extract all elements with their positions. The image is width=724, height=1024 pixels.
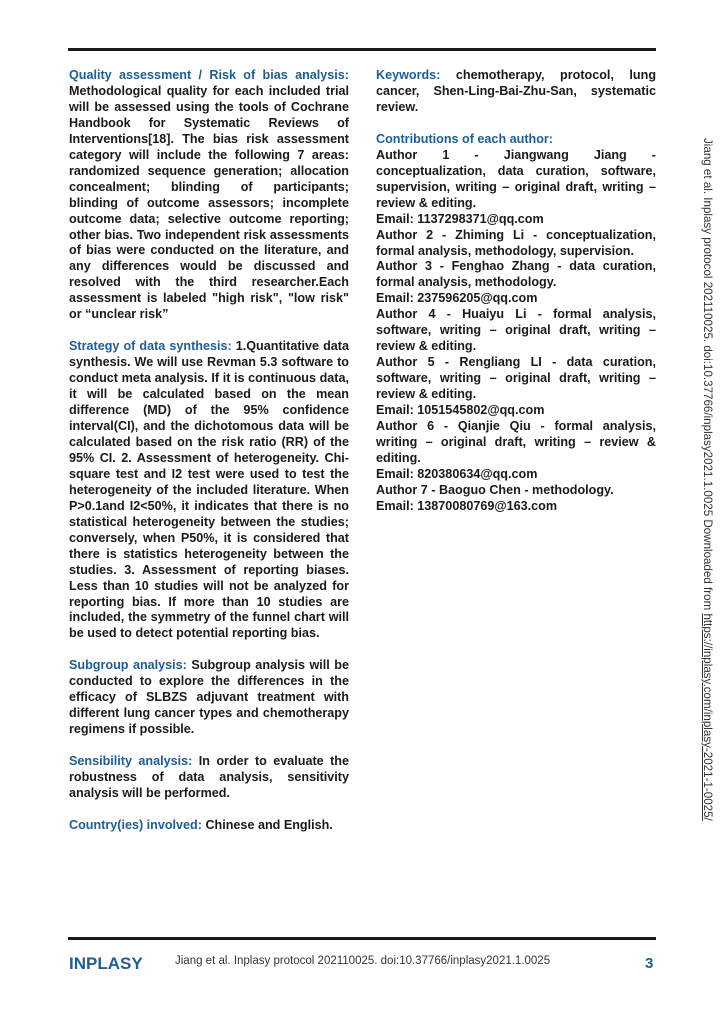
footer-brand-logo: INPLASY [69,954,143,973]
section-data-synthesis [69,339,349,642]
contribution-line: Author 2 - Zhiming Li - conceptualization, formal analysis, methodology, supervision. [376,227,656,258]
contribution-line: Author 3 - Fenghao Zhang - data curation, formal analysis, methodology. [376,259,656,290]
page-number: 3 [645,955,654,972]
contribution-line: Author 7 - Baoguo Chen - methodology. [376,482,614,497]
section-quality-assessment [69,68,349,323]
side-note-text: Jiang et al. Inplasy protocol 202110025. doi:10.37766/inplasy2021.1.0025 Downloaded from [701,138,714,614]
side-download-note [701,138,714,898]
email-line: Email: 1051545802@qq.com [376,403,545,418]
section-sensibility-analysis [69,754,349,802]
bottom-rule [68,937,656,940]
email-line: Email: 1137298371@qq.com [376,211,544,226]
section-countries [69,818,349,834]
section-contributions [376,132,656,515]
section-subgroup-analysis [69,658,349,738]
email-line: Email: 13870080769@163.com [376,498,558,513]
contribution-line: Author 1 - Jiangwang Jiang - conceptualization, data curation, software, supervision, writing – original draft, writing – review & editing. [376,147,656,210]
right-column [376,68,656,531]
contribution-line: Author 4 - Huaiyu Li - formal analysis, software, writing – original draft, writing – review & editing. [376,307,656,354]
section-heading: Country(ies) involved: [69,817,202,832]
top-rule [68,48,656,51]
footer-citation: Jiang et al. Inplasy protocol 202110025. doi:10.37766/inplasy2021.1.0025 [175,955,551,967]
section-body: 1.Quantitative data synthesis. We will use Revman 5.3 software to conduct meta analysis. If it is continuous data, it will be calculated based on the mean difference (MD) of the 95% confidence interval(CI), and the dichotomous data will be calculated based on the risk ratio (RR) of the 95% CI. 2. Assessment of heterogeneity. Chi-square test and I2 test were used to test the heterogeneity of the included literature. When P>0.1and I2<50%, it indicates that there is no statistical heterogeneity between the studies; conversely, when P50%, it is considered that there is statistics heterogeneity between the studies. 3. Assessment of reporting biases. Less than 10 studies will not be analyzed for reporting bias. If more than 10 studies are included, the symmetry of the funnel chart will be used to detect potential reporting bias. [69,339,349,641]
section-body: chemotherapy, protocol, lung cancer, Shen-Ling-Bai-Zhu-San, systematic review. [376,68,657,114]
section-heading: Quality assessment / Risk of bias analysis: [69,68,349,82]
download-link[interactable]: https://inplasy.com/inplasy-2021-1-0025/ [701,613,714,821]
contribution-line: Author 5 - Rengliang LI - data curation, software, writing – original draft, writing – review & editing. [376,355,656,402]
contribution-line: Author 6 - Qianjie Qiu - formal analysis, writing – original draft, writing – review & editing. [376,419,656,465]
section-body: In order to evaluate the robustness of data analysis, sensitivity analysis will be performed. [69,754,349,801]
section-heading: Contributions of each author: [376,131,554,146]
left-column [69,68,349,850]
section-heading: Keywords: [376,68,441,82]
email-line: Email: 237596205@qq.com [376,291,538,306]
section-heading: Subgroup analysis: [69,658,187,673]
section-body: Methodological quality for each included trial will be assessed using the tools of Cochrane Handbook for Systematic Reviews of Interventions[18]. The bias risk assessment category will include the following 7 areas: randomized sequence generation; allocation concealment; blinding of participants; blinding of outcome assessors; incomplete outcome data; selective outcome reporting; other bias. Two independent risk assessments of bias were conducted on the literature, and any differences would be discussed and resolved with the third researcher.Each assessment is labeled "high risk", "low risk" or “unclear risk” [69,83,349,322]
section-body: Chinese and English. [205,817,333,832]
section-body: Subgroup analysis will be conducted to explore the differences in the efficacy of SLBZS adjuvant treatment with different lung cancer types and chemotherapy regimens if possible. [69,658,349,737]
section-keywords [376,68,656,116]
section-heading: Sensibility analysis: [69,754,193,769]
email-line: Email: 820380634@qq.com [376,466,538,481]
section-heading: Strategy of data synthesis: [69,339,232,354]
